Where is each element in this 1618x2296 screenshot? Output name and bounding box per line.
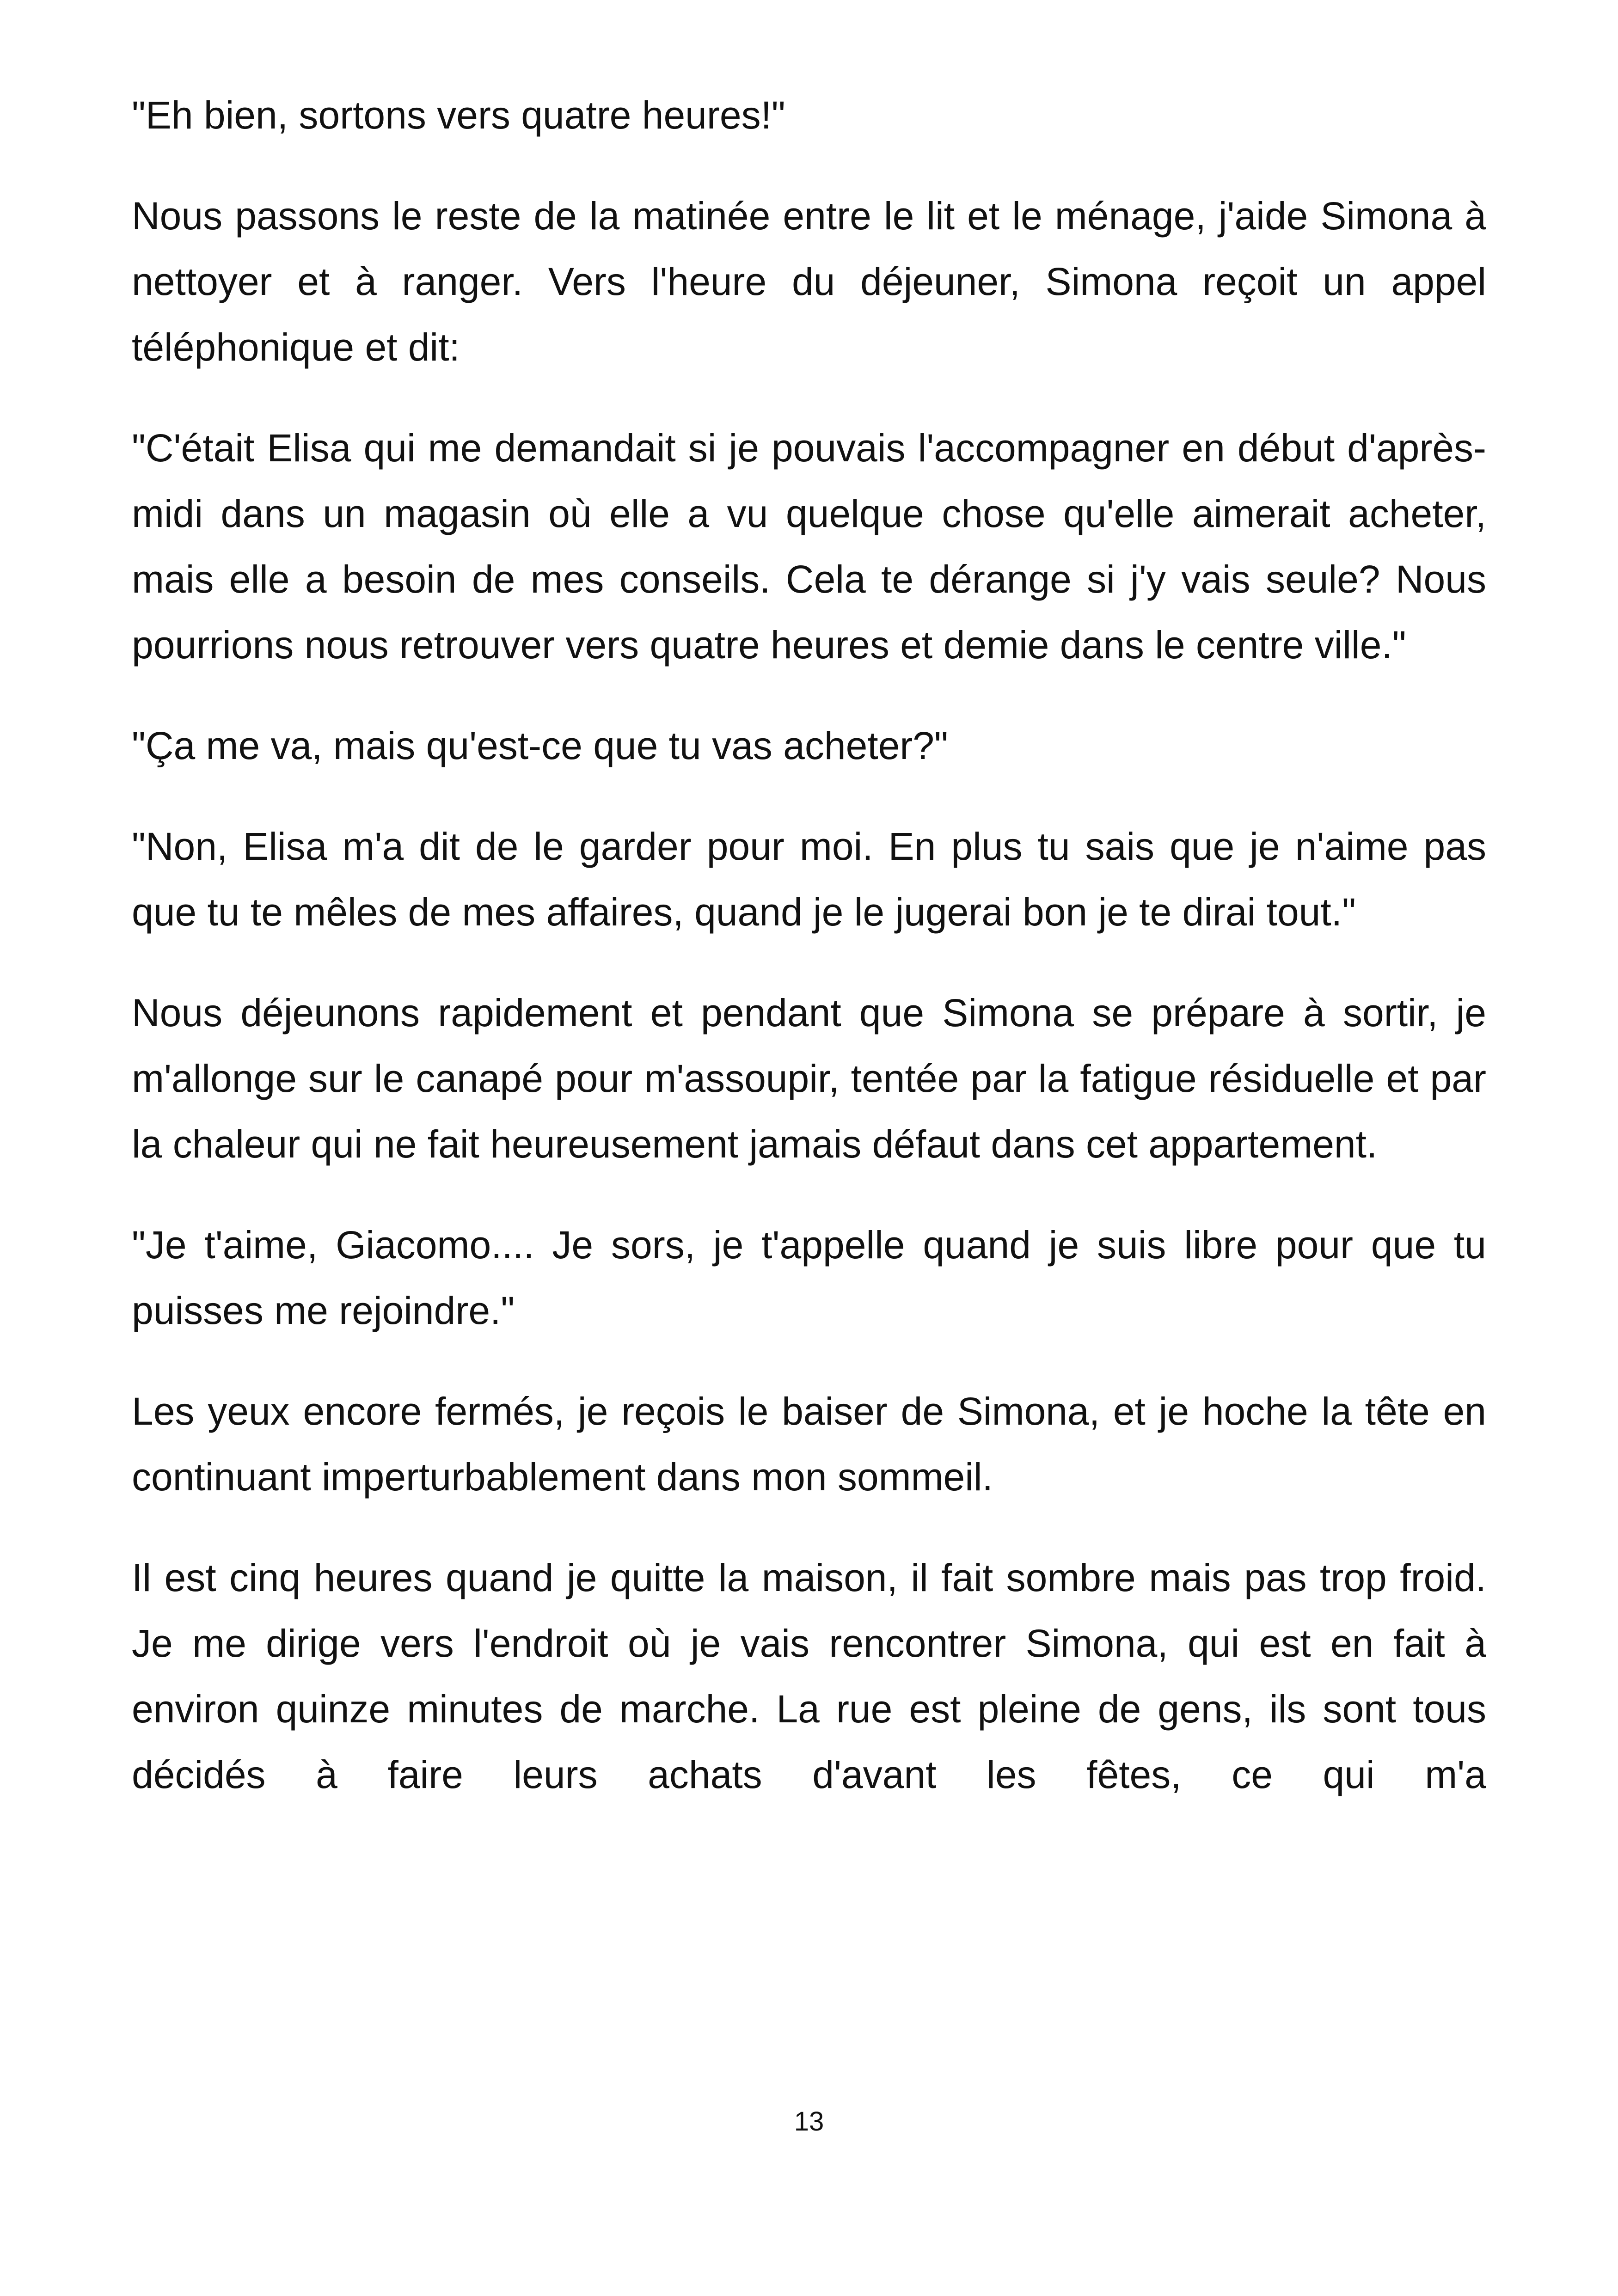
body-text [132, 82, 1486, 1843]
paragraph-1: "Eh bien, sortons vers quatre heures!" [132, 93, 785, 137]
paragraph-2: Nous passons le reste de la matinée entre le lit et le ménage, j'aide Simona à nettoyer et à ranger. Vers l'heure du déjeuner, Simona reçoit un appel téléphonique et dit: [132, 194, 1486, 369]
paragraph-7: "Je t'aime, Giacomo.... Je sors, je t'appelle quand je suis libre pour que tu puisses me rejoindre." [132, 1223, 1486, 1332]
paragraph-6: Nous déjeunons rapidement et pendant que Simona se prépare à sortir, je m'allonge sur le canapé pour m'assoupir, tentée par la fatigue résiduelle et par la chaleur qui ne fait heureusement jamais défaut dans cet appartement. [132, 991, 1486, 1166]
paragraph-9: Il est cinq heures quand je quitte la maison, il fait sombre mais pas trop froid. Je me dirige vers l'endroit où je vais rencontrer Simona, qui est en fait à environ quinze minutes de marche. La rue est pleine de gens, ils sont tous décidés à faire leurs achats d'avant les fêtes, ce qui m'a [132, 1556, 1486, 1796]
paragraph-3: "C'était Elisa qui me demandait si je pouvais l'accompagner en début d'après-midi dans un magasin où elle a vu quelque chose qu'elle aimerait acheter, mais elle a besoin de mes conseils. Cela te dérange si j'y vais seule? Nous pourrions nous retrouver vers quatre heures et demie dans le centre ville." [132, 426, 1486, 667]
page-number: 13 [794, 2106, 824, 2137]
paragraph-4: "Ça me va, mais qu'est-ce que tu vas acheter?" [132, 724, 948, 767]
paragraph-5: "Non, Elisa m'a dit de le garder pour moi. En plus tu sais que je n'aime pas que tu te mêles de mes affaires, quand je le jugerai bon je te dirai tout." [132, 825, 1486, 934]
paragraph-8: Les yeux encore fermés, je reçois le baiser de Simona, et je hoche la tête en continuant imperturbablement dans mon sommeil. [132, 1390, 1486, 1499]
